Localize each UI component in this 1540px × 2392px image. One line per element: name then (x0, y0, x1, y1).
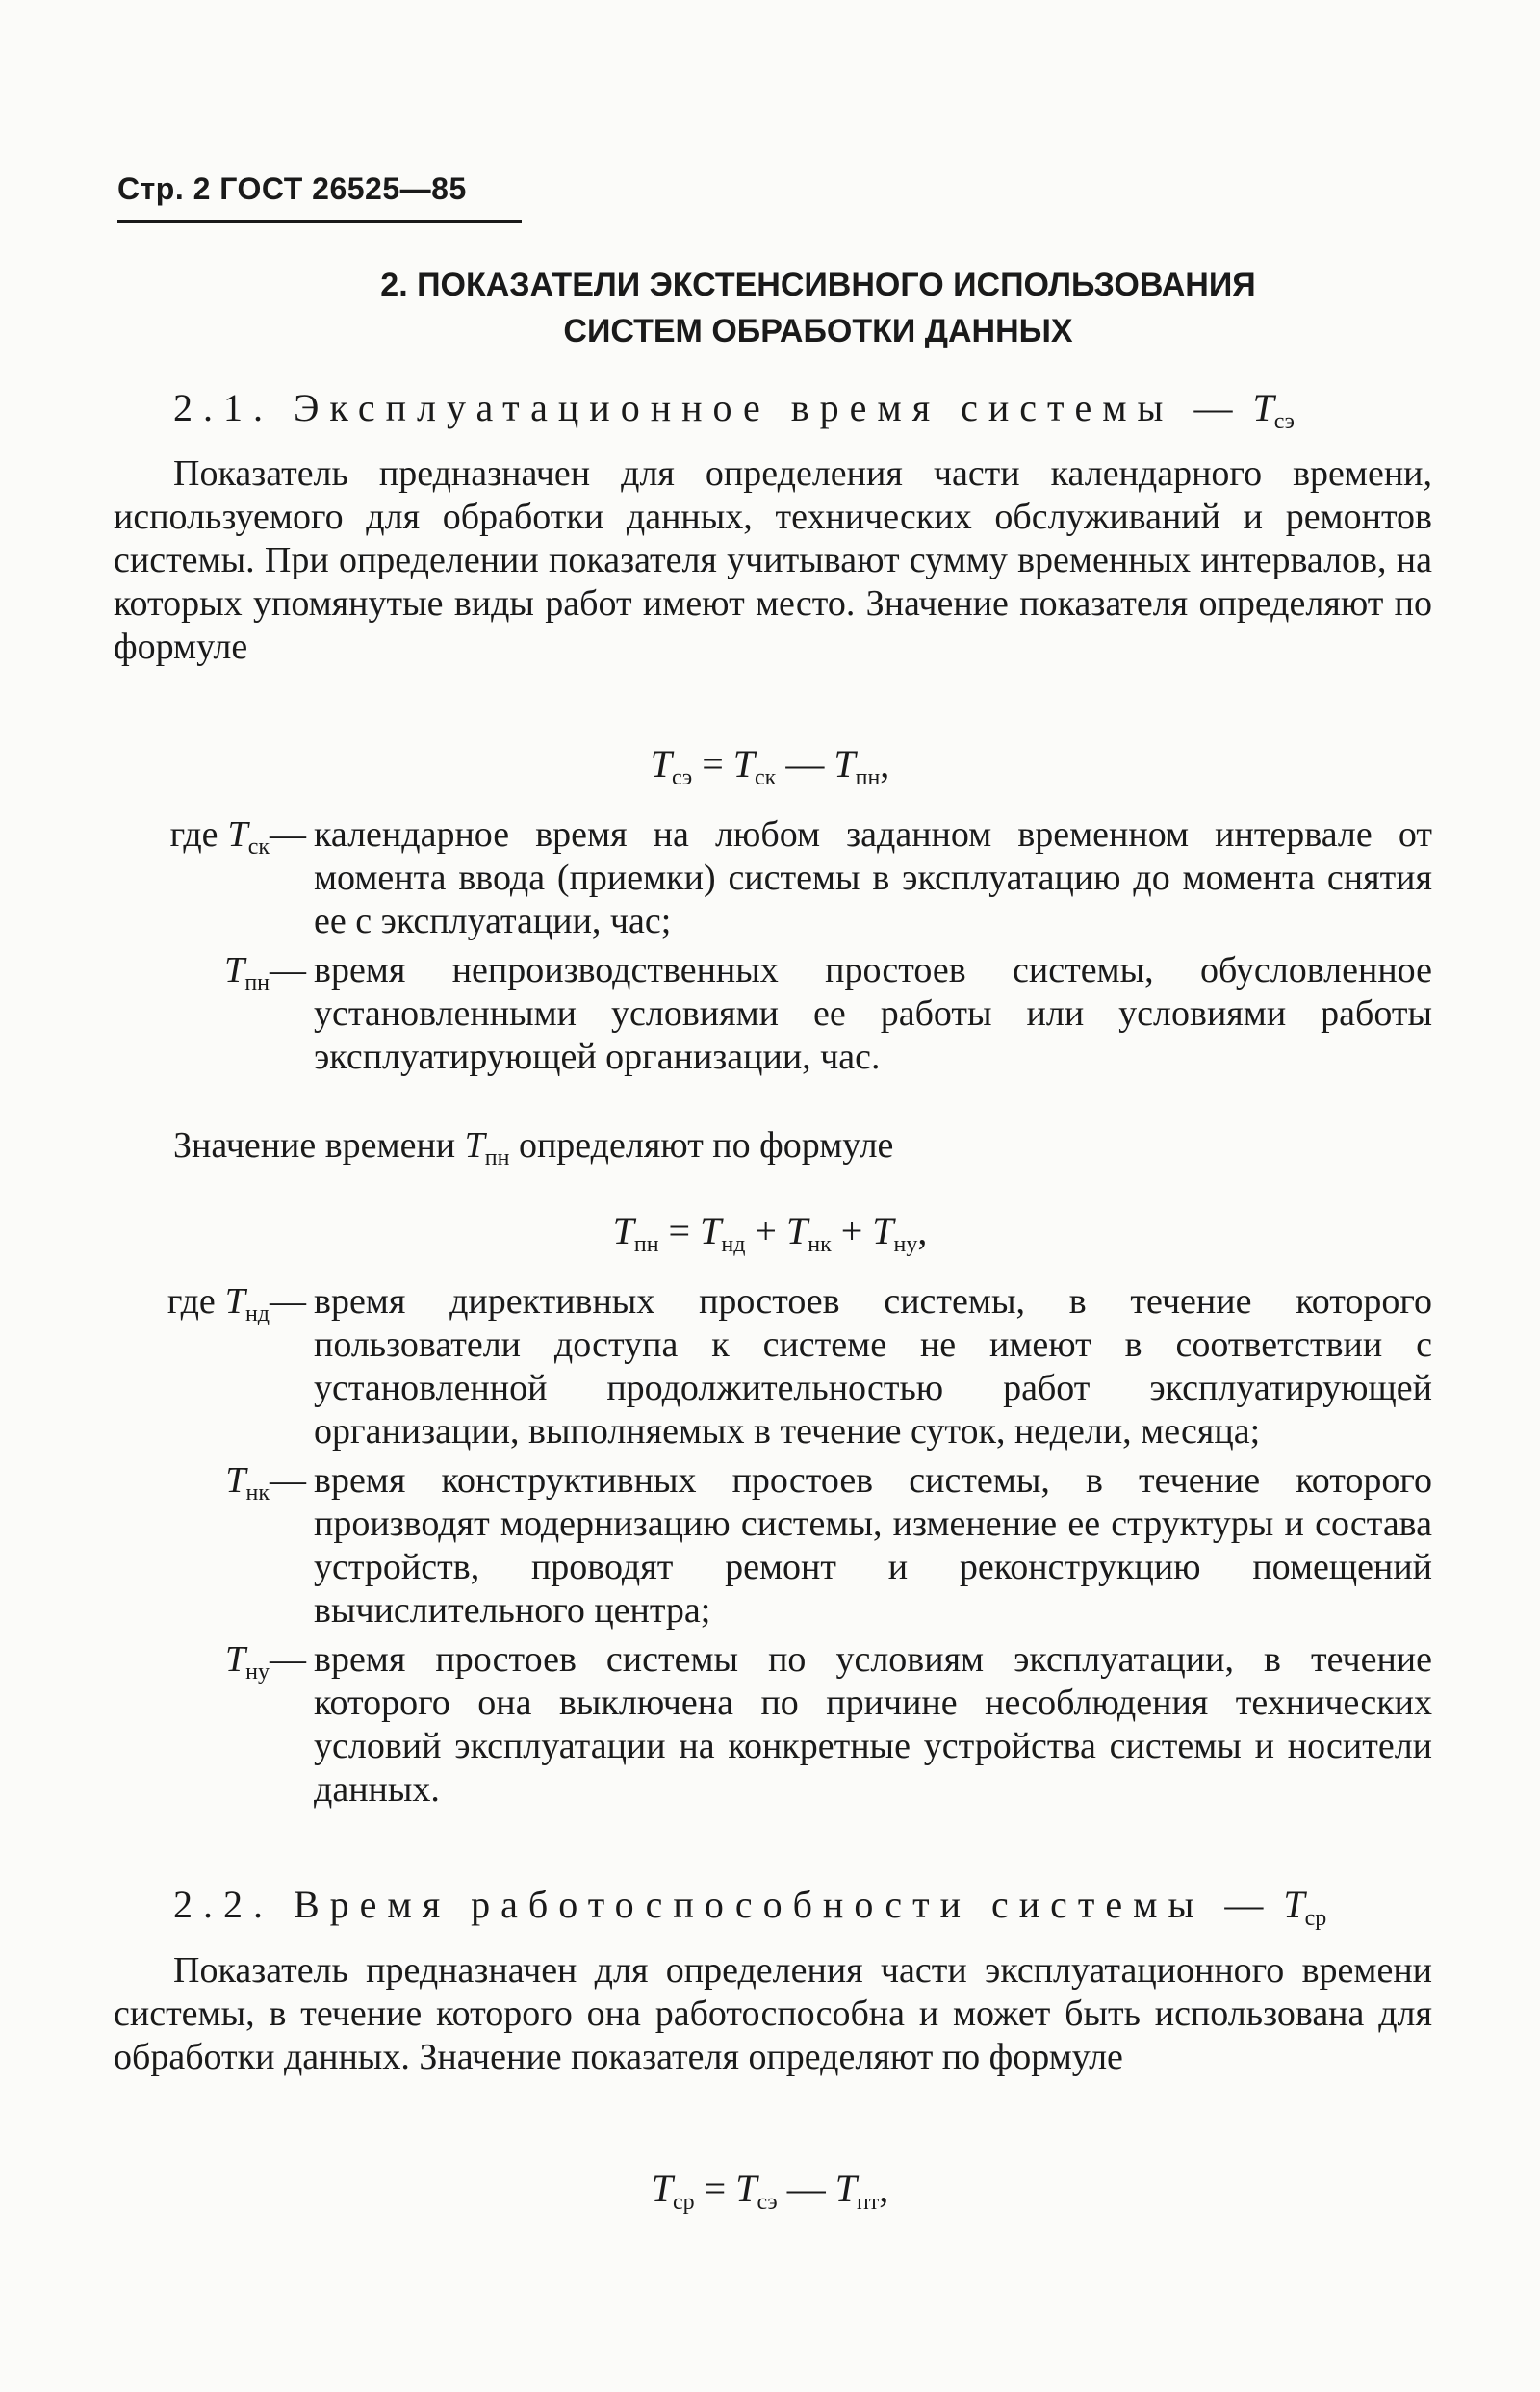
definition-symbol: Т (224, 1281, 245, 1322)
formula-punct: , (879, 2167, 889, 2210)
time-paragraph-subscript: пн (484, 1145, 510, 1170)
definition-tnk (114, 1459, 1432, 1633)
formula-term: Т (700, 1209, 722, 1252)
definition-tpn (114, 949, 1432, 1079)
definition-text: время простоев системы по условиям эксплуатации, в течение которого она выключена по причине несоблюдения технических условий эксплуатации на конкретные устройства системы и носители данных. (314, 1639, 1432, 1810)
formula-subscript: нд (721, 1232, 746, 1257)
definitions-2 (114, 1280, 1432, 1817)
item-2-2-symbol (1283, 1883, 1327, 1931)
formula-subscript: ск (755, 765, 777, 790)
definition-prefix: где (169, 814, 218, 855)
definition-term (114, 1638, 314, 1812)
page-header (117, 171, 522, 223)
formula-tpn (0, 1208, 1540, 1257)
header-rule (117, 220, 522, 223)
definition-term (114, 1459, 314, 1633)
item-2-1-title (173, 385, 1434, 434)
definition-tnd (114, 1280, 1432, 1453)
formula-subscript: ср (672, 2190, 695, 2215)
formula-subscript: сэ (671, 765, 693, 790)
section-heading (192, 262, 1444, 354)
definition-dash: — (270, 1281, 306, 1322)
formula-term: Т (834, 2167, 857, 2210)
formula-subscript: сэ (757, 2190, 778, 2215)
formula-term: Т (650, 742, 672, 785)
section-heading-line2: СИСТЕМ ОБРАБОТКИ ДАННЫХ (563, 313, 1073, 349)
formula-subscript: пн (855, 765, 881, 790)
formula-term: Т (612, 1209, 634, 1252)
definitions-1 (114, 813, 1432, 1085)
formula-subscript: пн (633, 1232, 659, 1257)
item-2-1-number: 2.1. (173, 386, 273, 429)
item-2-1-symbol (1252, 386, 1295, 434)
formula-subscript: ну (893, 1232, 918, 1257)
item-2-1-dash: — (1194, 386, 1233, 429)
symbol-letter: Т (1252, 386, 1274, 429)
time-paragraph-after: определяют по формуле (518, 1125, 894, 1166)
item-2-2-body (114, 1949, 1432, 2079)
formula-subscript: пт (856, 2190, 880, 2215)
item-2-2-dash: — (1224, 1883, 1264, 1926)
definition-subscript: нд (244, 1301, 270, 1326)
item-2-2-number: 2.2. (173, 1883, 273, 1926)
formula-tse (0, 741, 1540, 790)
symbol-subscript: ср (1304, 1906, 1327, 1931)
definition-symbol: Т (225, 1460, 246, 1501)
definition-subscript: ну (245, 1659, 270, 1685)
time-paragraph-text (114, 1124, 1432, 1168)
formula-operator: — (786, 2167, 826, 2210)
definition-dash: — (270, 1460, 306, 1501)
formula-operator: = (668, 1209, 691, 1252)
definition-symbol: Т (227, 814, 248, 855)
formula-term: Т (834, 742, 856, 785)
item-2-2-title (173, 1882, 1434, 1931)
definition-symbol: Т (225, 1639, 246, 1680)
formula-punct: , (917, 1209, 928, 1252)
definition-dash: — (270, 1639, 306, 1680)
item-2-2-title-text: Время работоспособности системы (294, 1883, 1205, 1926)
formula-operator: = (702, 742, 724, 785)
definition-tsk (114, 813, 1432, 943)
definition-text: время непроизводственных простоев системы, обусловленное установленными условиями ее работы или условиями работы эксплуатирующей организации, час. (314, 950, 1432, 1077)
formula-subscript: нк (808, 1232, 832, 1257)
formula-operator: — (785, 742, 825, 785)
item-2-1-body (114, 452, 1432, 669)
formula-operator: = (704, 2167, 727, 2210)
definition-prefix: где (167, 1281, 216, 1322)
definition-subscript: ск (247, 835, 270, 860)
definition-dash: — (270, 814, 306, 855)
symbol-subscript: сэ (1273, 409, 1295, 434)
time-paragraph (114, 1124, 1432, 1168)
definition-term (114, 813, 314, 943)
formula-punct: , (880, 742, 890, 785)
time-paragraph-before: Значение времени (173, 1125, 456, 1166)
definition-tnu (114, 1638, 1432, 1812)
definition-dash: — (270, 950, 306, 990)
formula-term: Т (872, 1209, 894, 1252)
definition-term (114, 949, 314, 1079)
formula-term: Т (732, 742, 756, 785)
definition-text: календарное время на любом заданном временном интервале от момента ввода (приемки) системы в эксплуатацию до момента снятия ее с эксплуатации, час; (314, 814, 1432, 941)
time-paragraph-symbol: Т (464, 1125, 485, 1166)
item-2-1-title-text: Эксплуатационное время системы (294, 386, 1174, 429)
symbol-letter: Т (1283, 1883, 1305, 1926)
item-2-1-paragraph: Показатель предназначен для определения части календарного времени, используемого для обработки данных, технических обслуживаний и ремонтов системы. При определении показателя учитывают сумму временных интервалов, на которых упомянутые виды работ имеют место. Значение показателя определяют по формуле (114, 453, 1432, 667)
definition-symbol: Т (224, 950, 245, 990)
page-header-text: Стр. 2 ГОСТ 26525—85 (117, 171, 467, 206)
definition-text: время конструктивных простоев системы, в течение которого производят модернизацию системы, изменение ее структуры и состава устройств, проводят ремонт и реконструкцию помещений вычислительного центра; (314, 1460, 1432, 1631)
definition-term (114, 1280, 314, 1453)
formula-term: Т (785, 1209, 808, 1252)
formula-term: Т (735, 2167, 757, 2210)
definition-subscript: пн (244, 970, 270, 995)
formula-term: Т (651, 2167, 673, 2210)
item-2-2-paragraph: Показатель предназначен для определения части эксплуатационного времени системы, в течение которого она работоспособна и может быть использована для обработки данных. Значение показателя определяют по формуле (114, 1950, 1432, 2077)
section-heading-line1: 2. ПОКАЗАТЕЛИ ЭКСТЕНСИВНОГО ИСПОЛЬЗОВАНИЯ (380, 267, 1256, 303)
formula-operator: + (840, 1209, 863, 1252)
formula-operator: + (755, 1209, 777, 1252)
formula-tsr (0, 2166, 1540, 2215)
definition-text: время директивных простоев системы, в течение которого пользователи доступа к системе не имеют в соответствии с установленной продолжительностью работ эксплуатирующей организации, выполняемых в течение суток, недели, месяца; (314, 1281, 1432, 1452)
definition-subscript: нк (245, 1480, 270, 1505)
